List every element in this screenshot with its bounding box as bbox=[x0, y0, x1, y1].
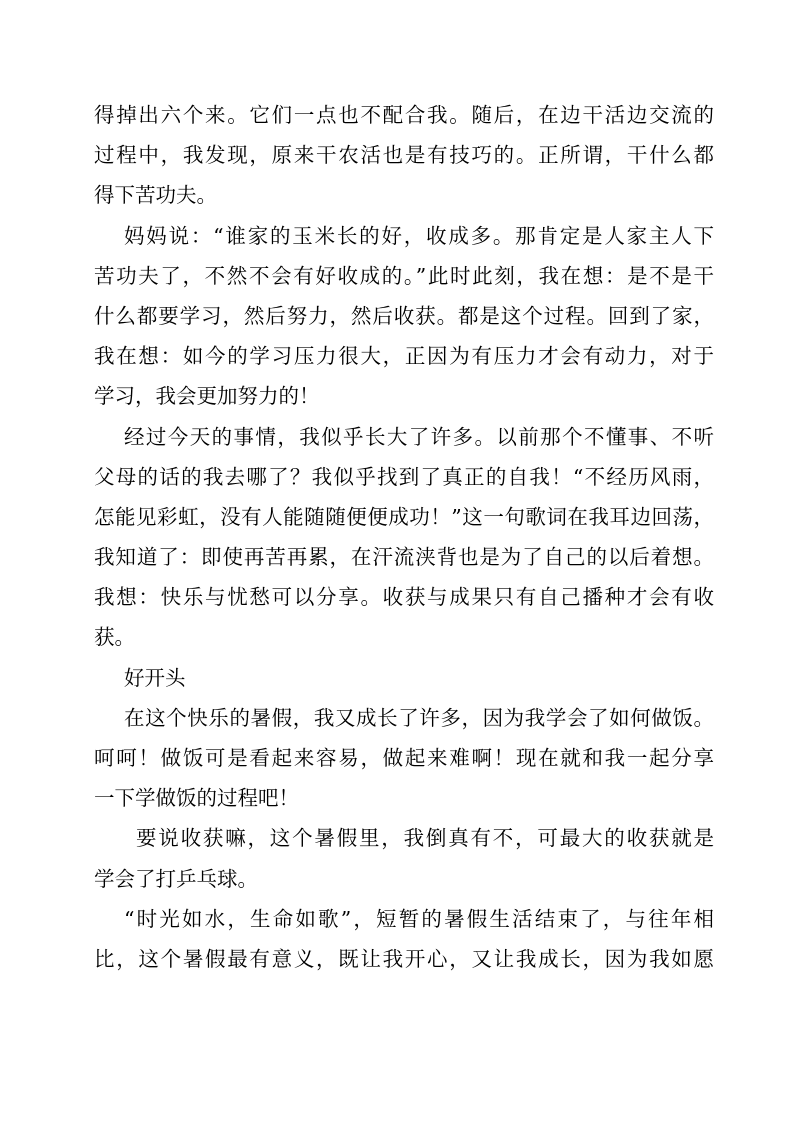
text-line: 我知道了：即使再苦再累，在汗流浃背也是为了自己的以后着想。 bbox=[94, 545, 714, 570]
text-line: 得下苦功夫。 bbox=[94, 183, 217, 208]
text-line: 苦功夫了，不然不会有好收成的。”此时此刻，我在想：是不是干 bbox=[94, 263, 714, 288]
document-body bbox=[94, 95, 714, 979]
text-line: 一下学做饭的过程吧！ bbox=[94, 786, 299, 811]
text-line: 学习，我会更加努力的！ bbox=[94, 384, 320, 409]
text-line: 要说收获嘛，这个暑假里，我倒真有不，可最大的收获就是 bbox=[136, 826, 714, 851]
text-line: 获。 bbox=[94, 625, 135, 650]
text-line: 比，这个暑假最有意义，既让我开心，又让我成长，因为我如愿 bbox=[94, 946, 714, 971]
text-line: 怎能见彩虹，没有人能随随便便成功！”这一句歌词在我耳边回荡， bbox=[94, 504, 714, 529]
text-line: 我在想：如今的学习压力很大，正因为有压力才会有动力，对于 bbox=[94, 344, 714, 369]
text-line: 在这个快乐的暑假，我又成长了许多，因为我学会了如何做饭。 bbox=[124, 705, 714, 730]
text-line: “时光如水，生命如歌”，短暂的暑假生活结束了，与往年相 bbox=[124, 906, 714, 931]
text-line: 父母的话的我去哪了？我似乎找到了真正的自我！“不经历风雨， bbox=[94, 464, 714, 489]
text-line: 妈妈说：“谁家的玉米长的好，收成多。那肯定是人家主人下 bbox=[124, 223, 714, 248]
text-line: 好开头 bbox=[124, 665, 186, 690]
text-line: 得掉出六个来。它们一点也不配合我。随后，在边干活边交流的 bbox=[94, 103, 714, 127]
text-line: 学会了打乒乓球。 bbox=[94, 866, 258, 891]
text-line: 什么都要学习，然后努力，然后收获。都是这个过程。回到了家， bbox=[94, 303, 714, 328]
text-line: 呵呵！做饭可是看起来容易，做起来难啊！现在就和我一起分享 bbox=[94, 746, 714, 770]
text-line: 我想：快乐与忧愁可以分享。收获与成果只有自己播种才会有收 bbox=[94, 585, 714, 610]
text-line: 经过今天的事情，我似乎长大了许多。以前那个不懂事、不听 bbox=[124, 424, 714, 449]
text-line: 过程中，我发现，原来干农活也是有技巧的。正所谓，干什么都 bbox=[94, 143, 714, 168]
